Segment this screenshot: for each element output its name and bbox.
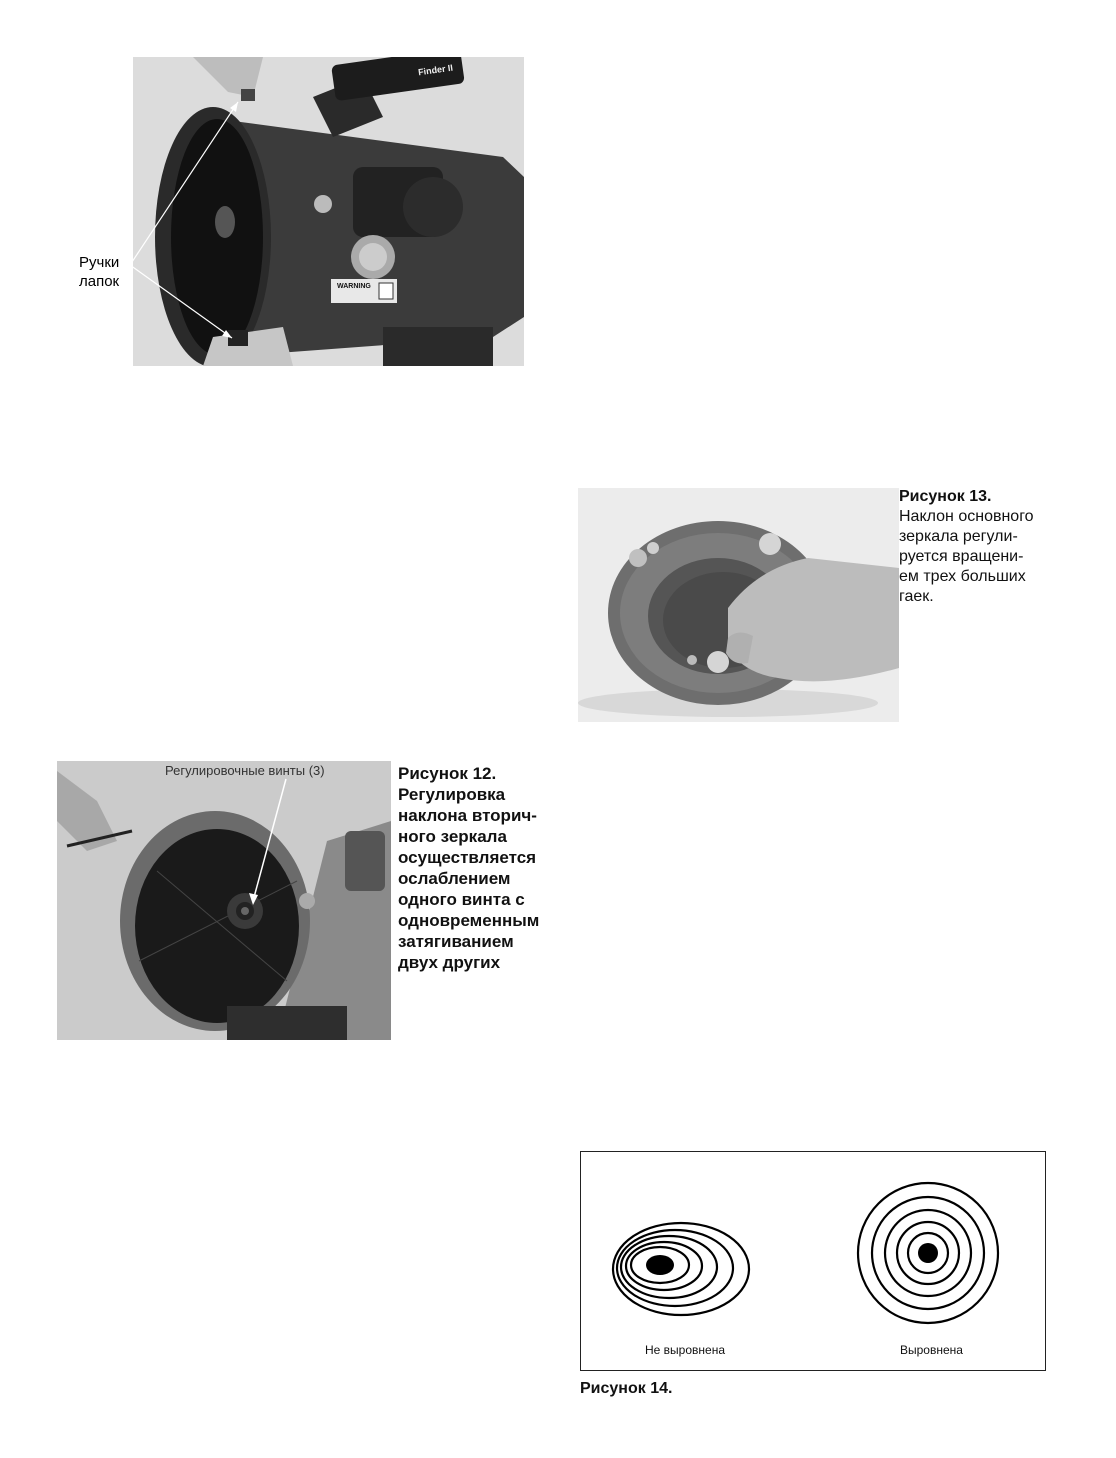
- misaligned-center-spot: [646, 1255, 674, 1275]
- secondary-mirror-photo: [57, 761, 391, 1040]
- adjustment-screws-label: Регулировочные винты (3): [165, 763, 325, 778]
- figure-13-line-5: гаек.: [899, 588, 934, 605]
- knobs-callout-line1: Ручки: [79, 254, 120, 271]
- figure-12-line-6: одного винта с: [398, 890, 525, 909]
- figure-13-caption: [899, 487, 1109, 607]
- figure-12-line-7: одновременным: [398, 911, 540, 930]
- knobs-callout: [79, 253, 119, 291]
- figure-12-line-4: осуществляется: [398, 848, 537, 867]
- callout-arrow-lower: [130, 265, 232, 338]
- figure-13-title: Рисунок 13.: [899, 488, 992, 505]
- primary-mirror-cell-illustration: [578, 488, 899, 722]
- figure-13-line-1: Наклон основного: [899, 508, 1034, 525]
- misaligned-star-pattern: [613, 1223, 749, 1315]
- figure-12-line-2: наклона вторич-: [398, 806, 537, 825]
- figure-12-title: Рисунок 12.: [398, 764, 497, 783]
- figure-14-caption: Рисунок 14.: [580, 1380, 673, 1397]
- figure-12-line-1: Регулировка: [398, 785, 506, 804]
- not-aligned-label: Не выровнена: [645, 1343, 725, 1357]
- figure-12-line-9: двух других: [398, 953, 501, 972]
- callout-arrow-upper: [130, 102, 238, 265]
- primary-mirror-cell-photo: [578, 488, 899, 722]
- figure-12-line-5: ослаблением: [398, 869, 511, 888]
- figure-12-caption: [398, 763, 548, 973]
- figure-13-line-3: руется вращени-: [899, 548, 1024, 565]
- aligned-label: Выровнена: [900, 1343, 963, 1357]
- knob-callout-arrows: [120, 80, 250, 350]
- figure-13-line-2: зеркала регули-: [899, 528, 1018, 545]
- knobs-callout-line2: лапок: [79, 273, 120, 290]
- secondary-mirror-illustration: [57, 761, 391, 1040]
- figure-12-line-3: ного зеркала: [398, 827, 507, 846]
- aligned-center-spot: [918, 1243, 938, 1263]
- misaligned-ring-2: [617, 1230, 733, 1306]
- collimation-diagram: [580, 1151, 1046, 1371]
- collimation-diagram-svg: [581, 1152, 1045, 1370]
- figure-12-line-8: затягиванием: [398, 932, 514, 951]
- finder-brand-text: Finder II: [417, 62, 454, 78]
- warning-sticker-text: WARNING: [337, 283, 371, 290]
- callout-arrowhead-upper: [230, 102, 238, 112]
- figure-13-line-4: ем трех больших: [899, 568, 1026, 585]
